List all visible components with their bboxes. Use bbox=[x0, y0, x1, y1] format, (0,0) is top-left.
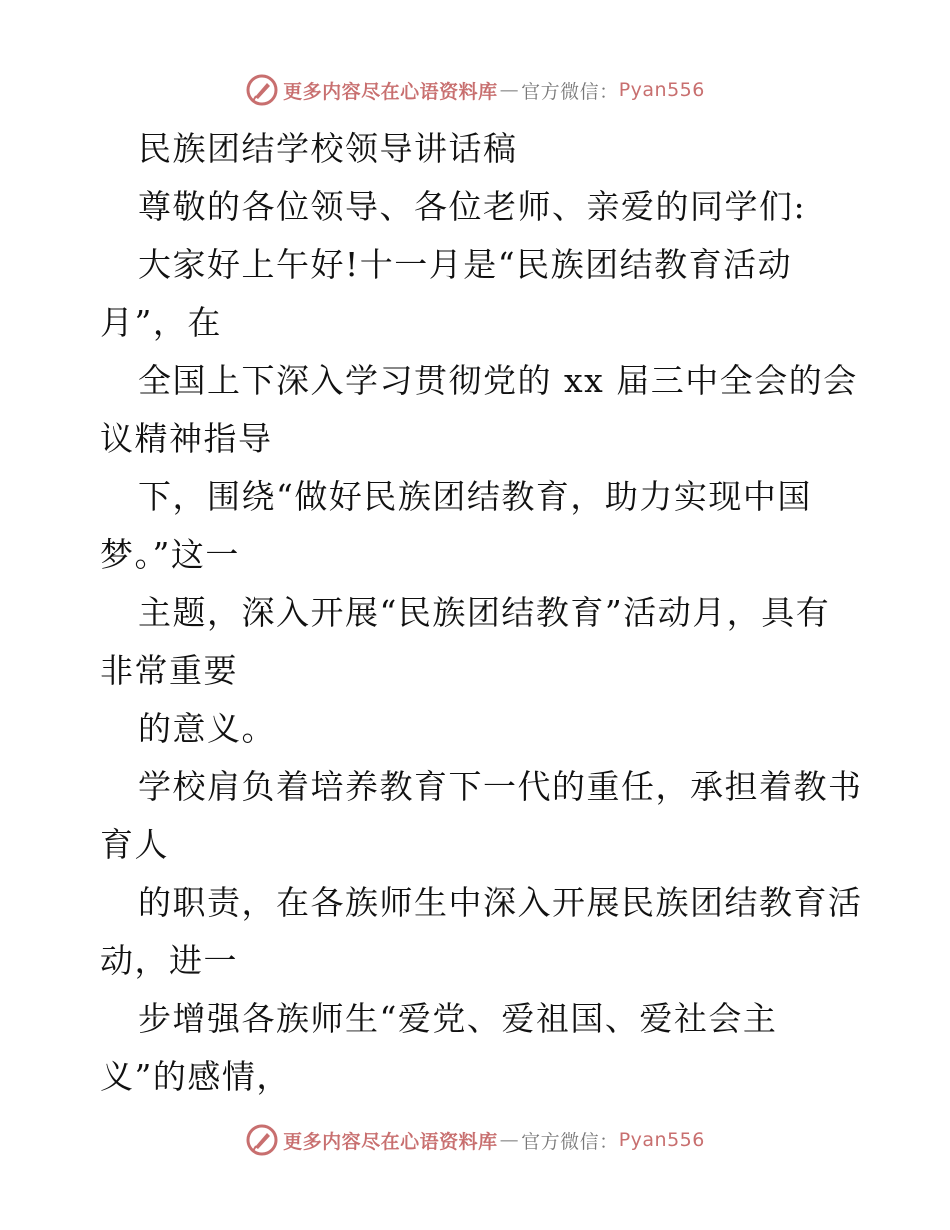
text-line: 月”，在 bbox=[100, 303, 222, 342]
text-line: 主题，深入开展“民族团结教育”活动月，具有 bbox=[138, 593, 831, 632]
watermark-handle: Pyan556 bbox=[618, 1129, 705, 1151]
watermark-contact-label: 官方微信 bbox=[521, 80, 600, 103]
watermark-separator: ： bbox=[599, 80, 619, 103]
text-line: 的意义。 bbox=[138, 709, 276, 748]
text-line: 全国上下深入学习贯彻党的 xx 届三中全会的会 bbox=[138, 361, 858, 400]
text-line: 动，进一 bbox=[100, 941, 238, 980]
text-line: 下，围绕“做好民族团结教育，助力实现中国 bbox=[138, 477, 812, 516]
text-line: 大家好上午好!十一月是“民族团结教育活动 bbox=[138, 245, 793, 284]
text-line: 学校肩负着培养教育下一代的重任，承担着教书 bbox=[138, 767, 863, 806]
watermark-brand: 更多内容尽在心语资料库 bbox=[283, 1130, 498, 1153]
text-line: 尊敬的各位领导、各位老师、亲爱的同学们: bbox=[138, 187, 807, 226]
document-body bbox=[100, 120, 880, 1106]
quill-logo-icon bbox=[245, 1123, 279, 1157]
text-line: 非常重要 bbox=[100, 651, 238, 690]
watermark-dash: — bbox=[499, 79, 520, 101]
text-line: 步增强各族师生“爱党、爱祖国、爱社会主 bbox=[138, 999, 778, 1038]
text-line: 梦。”这一 bbox=[100, 535, 240, 574]
watermark-handle: Pyan556 bbox=[618, 79, 705, 101]
watermark-header bbox=[0, 70, 950, 110]
watermark-contact-label: 官方微信 bbox=[521, 1130, 600, 1153]
text-line: 义”的感情， bbox=[100, 1057, 291, 1096]
watermark-dash: — bbox=[499, 1129, 520, 1151]
watermark-footer bbox=[0, 1120, 950, 1160]
watermark-brand: 更多内容尽在心语资料库 bbox=[283, 80, 498, 103]
watermark-separator: ： bbox=[599, 1130, 619, 1153]
text-line: 的职责，在各族师生中深入开展民族团结教育活 bbox=[138, 883, 863, 922]
text-line: 育人 bbox=[100, 825, 169, 864]
text-line: 议精神指导 bbox=[100, 419, 273, 458]
text-line: 民族团结学校领导讲话稿 bbox=[138, 129, 518, 168]
quill-logo-icon bbox=[245, 73, 279, 107]
